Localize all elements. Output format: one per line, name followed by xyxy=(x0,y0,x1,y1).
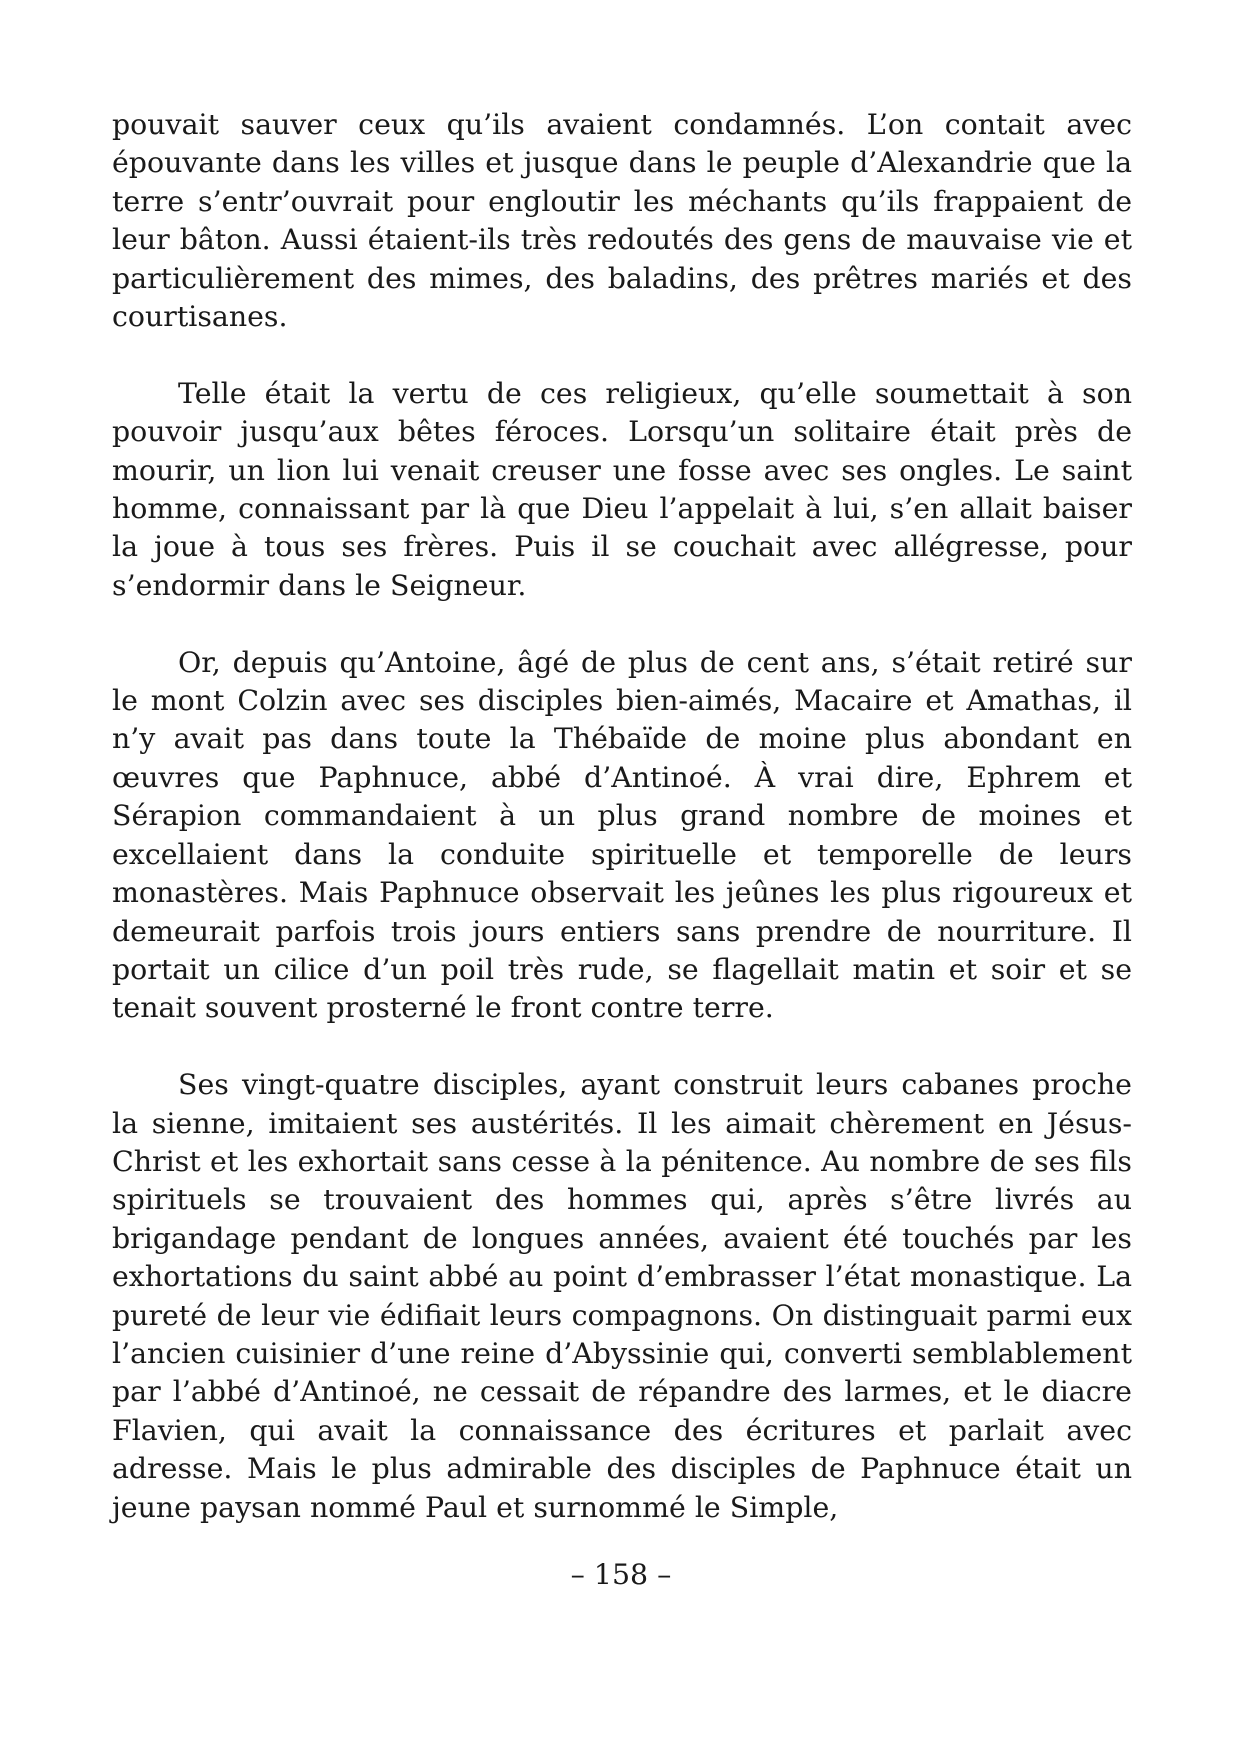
body-text xyxy=(112,106,1132,1565)
paragraph-1: pouvait sauver ceux qu’ils avaient condamnés. L’on contait avec épouvante dans les villes et jusque dans le peuple d’Alexandrie que la terre s’entr’ouvrait pour engloutir les méchants qu’ils frappaient de leur bâton. Aussi étaient-ils très redoutés des gens de mauvaise vie et particulièrement des mimes, des baladins, des prêtres mariés et des courtisanes. xyxy=(112,108,1132,334)
page-number: – 158 – xyxy=(570,1558,672,1591)
paragraph-3: Or, depuis qu’Antoine, âgé de plus de cent ans, s’était retiré sur le mont Colzin avec ses disciples bien-aimés, Macaire et Amathas, il n’y avait pas dans toute la Thébaïde de moine plus abondant en œuvres que Paphnuce, abbé d’Antinoé. À vrai dire, Ephrem et Sérapion commandaient à un plus grand nombre de moines et excellaient dans la conduite spirituelle et temporelle de leurs monastères. Mais Paphnuce observait les jeûnes les plus rigoureux et demeurait parfois trois jours entiers sans prendre de nourriture. Il portait un cilice d’un poil très rude, se flagellait matin et soir et se tenait souvent prosterné le front contre terre. xyxy=(112,645,1132,1025)
paragraph-2: Telle était la vertu de ces religieux, qu’elle soumettait à son pouvoir jusqu’aux bêtes féroces. Lorsqu’un solitaire était près de mourir, un lion lui venait creuser une fosse avec ses ongles. Le saint homme, connaissant par là que Dieu l’appelait à lui, s’en allait baiser la joue à tous ses frères. Puis il se couchait avec allégresse, pour s’endormir dans le Seigneur. xyxy=(112,376,1132,602)
paragraph-4: Ses vingt-quatre disciples, ayant construit leurs cabanes proche la sienne, imitaient ses austérités. Il les aimait chèrement en Jésus-Christ et les exhortait sans cesse à la pénitence. Au nombre de ses fils spirituels se trouvaient des hommes qui, après s’être livrés au brigandage pendant de longues années, avaient été touchés par les exhortations du saint abbé au point d’embrasser l’état monastique. La pureté de leur vie édifiait leurs compagnons. On distinguait parmi eux l’ancien cuisinier d’une reine d’Abyssinie qui, converti semblablement par l’abbé d’Antinoé, ne cessait de répandre des larmes, et le diacre Flavien, qui avait la connaissance des écritures et parlait avec adresse. Mais le plus admirable des disciples de Paphnuce était un jeune paysan nommé Paul et surnommé le Simple, xyxy=(112,1068,1132,1524)
